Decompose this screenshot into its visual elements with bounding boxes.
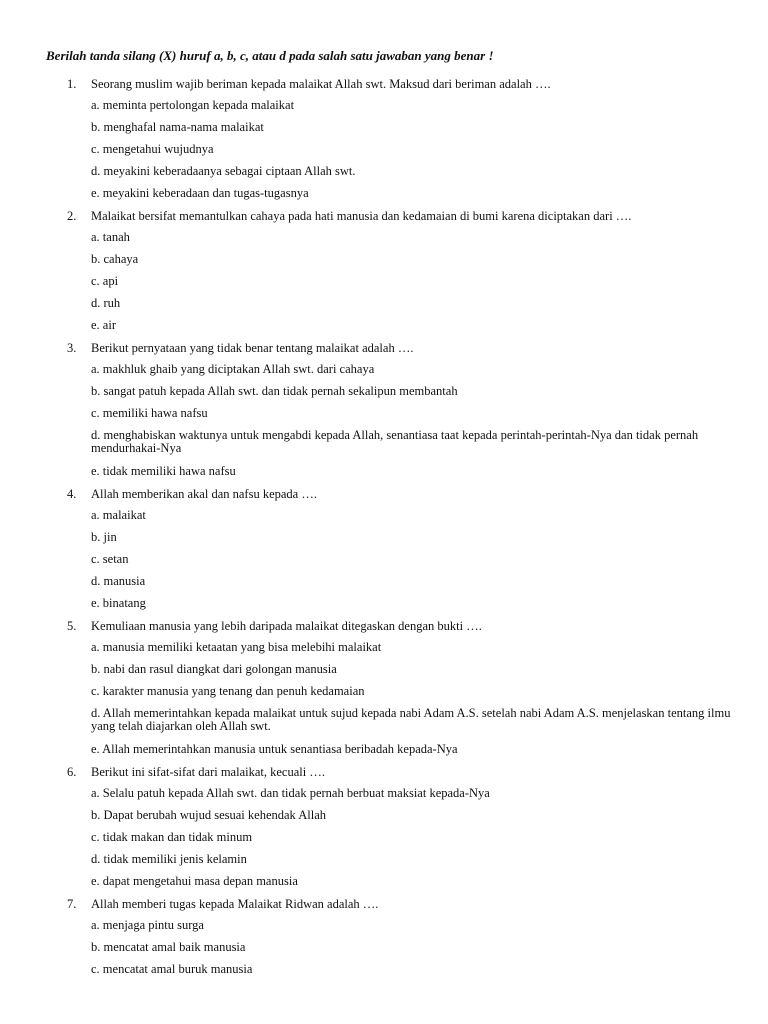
answer-option: a. tanah (91, 230, 130, 244)
answer-option: b. nabi dan rasul diangkat dari golongan manusia (91, 662, 337, 676)
answer-option: a. menjaga pintu surga (91, 918, 204, 932)
answer-option: a. Selalu patuh kepada Allah swt. dan tidak pernah berbuat maksiat kepada-Nya (91, 786, 490, 800)
question-text: Allah memberi tugas kepada Malaikat Ridwan adalah …. (91, 897, 379, 911)
answer-option: a. malaikat (91, 508, 146, 522)
question-text: Malaikat bersifat memantulkan cahaya pada hati manusia dan kedamaian di bumi karena diciptakan dari …. (91, 209, 632, 223)
answer-option: d. Allah memerintahkan kepada malaikat untuk sujud kepada nabi Adam A.S. setelah nabi Adam A.S. menjelaskan tentang ilmu yang telah diajarkan oleh Allah swt. (91, 706, 731, 733)
answer-option: d. meyakini keberadaanya sebagai ciptaan Allah swt. (91, 164, 356, 178)
answer-option: e. dapat mengetahui masa depan manusia (91, 874, 298, 888)
instruction-heading: Berilah tanda silang (X) huruf a, b, c, atau d pada salah satu jawaban yang benar ! (46, 48, 494, 63)
answer-option: a. manusia memiliki ketaatan yang bisa melebihi malaikat (91, 640, 382, 654)
answer-option: c. mencatat amal buruk manusia (91, 962, 253, 976)
answer-option: c. setan (91, 552, 129, 566)
answer-option: e. air (91, 318, 116, 332)
answer-option: b. jin (91, 530, 117, 544)
question-number: 7. (67, 897, 77, 911)
question-number: 5. (67, 619, 77, 633)
answer-option: b. Dapat berubah wujud sesuai kehendak Allah (91, 808, 327, 822)
answer-option: b. menghafal nama-nama malaikat (91, 120, 264, 134)
answer-option: c. karakter manusia yang tenang dan penuh kedamaian (91, 684, 365, 698)
answer-option: c. api (91, 274, 119, 288)
answer-option: b. mencatat amal baik manusia (91, 940, 246, 954)
answer-option: c. mengetahui wujudnya (91, 142, 214, 156)
answer-option: b. sangat patuh kepada Allah swt. dan tidak pernah sekalipun membantah (91, 384, 458, 398)
question-text: Berikut pernyataan yang tidak benar tentang malaikat adalah …. (91, 341, 414, 355)
question-number: 1. (67, 77, 77, 91)
answer-option: e. Allah memerintahkan manusia untuk senantiasa beribadah kepada-Nya (91, 742, 458, 756)
question-number: 4. (67, 487, 77, 501)
answer-option: c. memiliki hawa nafsu (91, 406, 208, 420)
answer-option: c. tidak makan dan tidak minum (91, 830, 253, 844)
question-text: Seorang muslim wajib beriman kepada malaikat Allah swt. Maksud dari beriman adalah …. (91, 77, 551, 91)
answer-option: e. binatang (91, 596, 146, 610)
answer-option: d. manusia (91, 574, 146, 588)
answer-option: e. meyakini keberadaan dan tugas-tugasnya (91, 186, 309, 200)
answer-option: a. makhluk ghaib yang diciptakan Allah swt. dari cahaya (91, 362, 375, 376)
question-number: 3. (67, 341, 77, 355)
answer-option: a. meminta pertolongan kepada malaikat (91, 98, 295, 112)
question-number: 6. (67, 765, 77, 779)
answer-option: d. tidak memiliki jenis kelamin (91, 852, 247, 866)
question-text: Kemuliaan manusia yang lebih daripada malaikat ditegaskan dengan bukti …. (91, 619, 482, 633)
answer-option: e. tidak memiliki hawa nafsu (91, 464, 236, 478)
question-text: Berikut ini sifat-sifat dari malaikat, kecuali …. (91, 765, 325, 779)
answer-option: d. ruh (91, 296, 121, 310)
answer-option: b. cahaya (91, 252, 139, 266)
answer-option: d. menghabiskan waktunya untuk mengabdi kepada Allah, senantiasa taat kepada perintah-perintah-Nya dan tidak pernah mendurhakai-Nya (91, 428, 699, 455)
question-text: Allah memberikan akal dan nafsu kepada …. (91, 487, 317, 501)
question-number: 2. (67, 209, 77, 223)
